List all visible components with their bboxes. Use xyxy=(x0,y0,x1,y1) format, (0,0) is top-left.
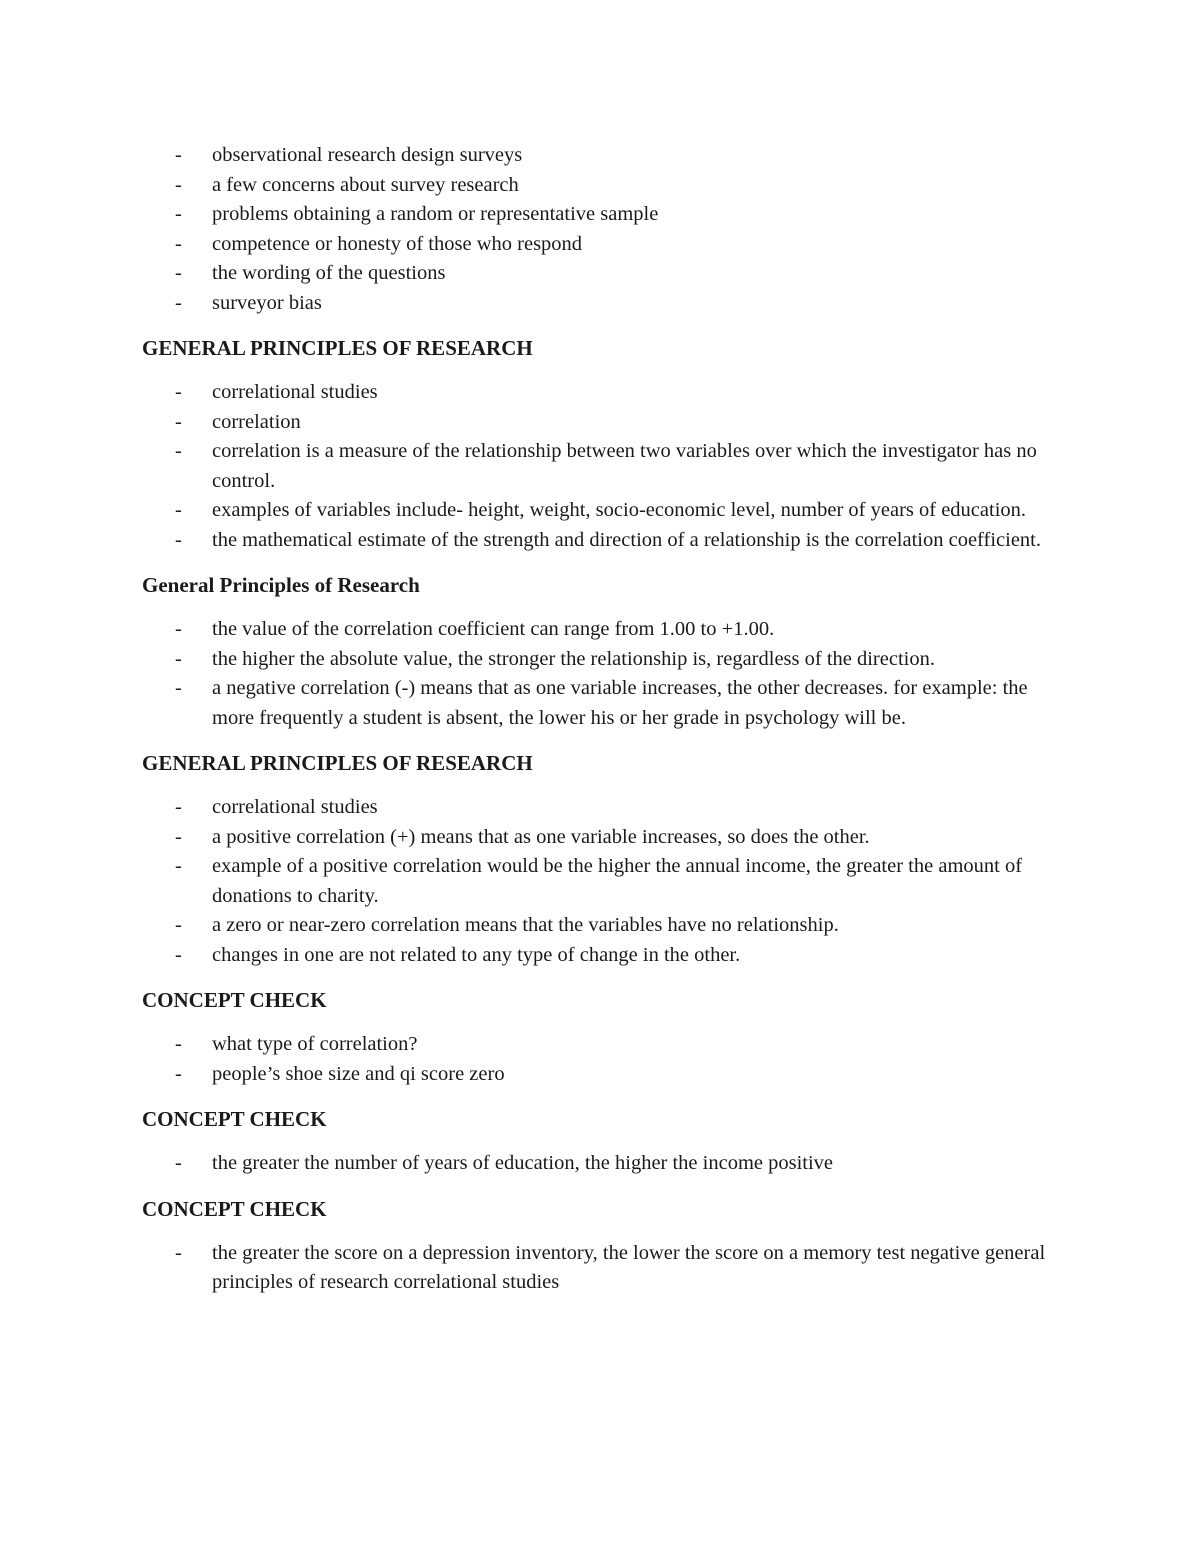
section-general-principles-1 xyxy=(142,333,1060,555)
list-item: - correlation xyxy=(142,408,1060,438)
section-list xyxy=(142,378,1060,555)
bullet-dash: - xyxy=(175,410,182,433)
section-list xyxy=(142,1149,1060,1179)
list-item: - what type of correlation? xyxy=(142,1030,1060,1060)
bullet-dash: - xyxy=(175,381,182,403)
section-list xyxy=(142,1239,1060,1298)
list-item: - the higher the absolute value, the stronger the relationship is, regardless of the direction. xyxy=(142,645,1060,675)
section-heading: CONCEPT CHECK xyxy=(142,988,327,1012)
bullet-dash: - xyxy=(175,203,182,225)
list-item: - examples of variables include- height, weight, socio-economic level, number of years of education. xyxy=(142,496,1060,526)
list-item: - the greater the score on a depression inventory, the lower the score on a memory test negative general principles of research correlational studies xyxy=(142,1239,1060,1298)
section-heading: GENERAL PRINCIPLES OF RESEARCH xyxy=(142,751,533,775)
section-list xyxy=(142,615,1060,733)
bullet-dash: - xyxy=(175,173,182,196)
list-item: - a few concerns about survey research xyxy=(142,171,1060,201)
list-item: - correlational studies xyxy=(142,378,1060,408)
bullet-dash: - xyxy=(175,440,182,462)
list-item: - a negative correlation (-) means that as one variable increases, the other decreases. for example: the more frequently a student is absent, the lower his or her grade in psychology will be. xyxy=(142,674,1060,733)
bullet-dash: - xyxy=(175,825,182,848)
section-general-principles-3 xyxy=(142,748,1060,970)
list-item: - a positive correlation (+) means that as one variable increases, so does the other. xyxy=(142,823,1060,853)
bullet-dash: - xyxy=(175,914,182,936)
bullet-dash: - xyxy=(175,291,182,314)
section-heading: General Principles of Research xyxy=(142,573,420,597)
list-item: - people’s shoe size and qi score zero xyxy=(142,1060,1060,1090)
intro-list xyxy=(142,141,1060,318)
bullet-dash: - xyxy=(175,647,182,670)
bullet-dash: - xyxy=(175,677,182,699)
section-list xyxy=(142,793,1060,970)
list-item: - changes in one are not related to any type of change in the other. xyxy=(142,941,1060,971)
bullet-dash: - xyxy=(175,618,182,640)
list-item: - the mathematical estimate of the strength and direction of a relationship is the correlation coefficient. xyxy=(142,526,1060,556)
bullet-dash: - xyxy=(175,528,182,551)
list-item: - competence or honesty of those who respond xyxy=(142,230,1060,260)
bullet-dash: - xyxy=(175,1033,182,1055)
list-item: - the value of the correlation coefficient can range from 1.00 to +1.00. xyxy=(142,615,1060,645)
list-item: - example of a positive correlation would be the higher the annual income, the greater the amount of donations to charity. xyxy=(142,852,1060,911)
list-item: - the greater the number of years of education, the higher the income positive xyxy=(142,1149,1060,1179)
list-item: - the wording of the questions xyxy=(142,259,1060,289)
section-concept-check-3 xyxy=(142,1194,1060,1298)
bullet-dash: - xyxy=(175,262,182,284)
section-concept-check-1 xyxy=(142,985,1060,1089)
list-item: - correlation is a measure of the relationship between two variables over which the investigator has no control. xyxy=(142,437,1060,496)
section-concept-check-2 xyxy=(142,1104,1060,1179)
list-item: - observational research design surveys xyxy=(142,141,1060,171)
section-heading: GENERAL PRINCIPLES OF RESEARCH xyxy=(142,336,533,360)
list-item: - correlational studies xyxy=(142,793,1060,823)
bullet-dash: - xyxy=(175,232,182,255)
section-heading: CONCEPT CHECK xyxy=(142,1107,327,1131)
bullet-dash: - xyxy=(175,1241,182,1264)
list-item: - problems obtaining a random or representative sample xyxy=(142,200,1060,230)
section-list xyxy=(142,1030,1060,1089)
section-heading: CONCEPT CHECK xyxy=(142,1196,327,1221)
bullet-dash: - xyxy=(175,796,182,818)
bullet-dash: - xyxy=(175,144,182,166)
bullet-dash: - xyxy=(175,499,182,521)
intro-section xyxy=(142,140,1060,318)
bullet-dash: - xyxy=(175,1062,182,1085)
list-item: - surveyor bias xyxy=(142,289,1060,319)
bullet-dash: - xyxy=(175,1152,182,1174)
list-item: - a zero or near-zero correlation means that the variables have no relationship. xyxy=(142,911,1060,941)
bullet-dash: - xyxy=(175,943,182,966)
bullet-dash: - xyxy=(175,855,182,877)
section-general-principles-2 xyxy=(142,570,1060,733)
